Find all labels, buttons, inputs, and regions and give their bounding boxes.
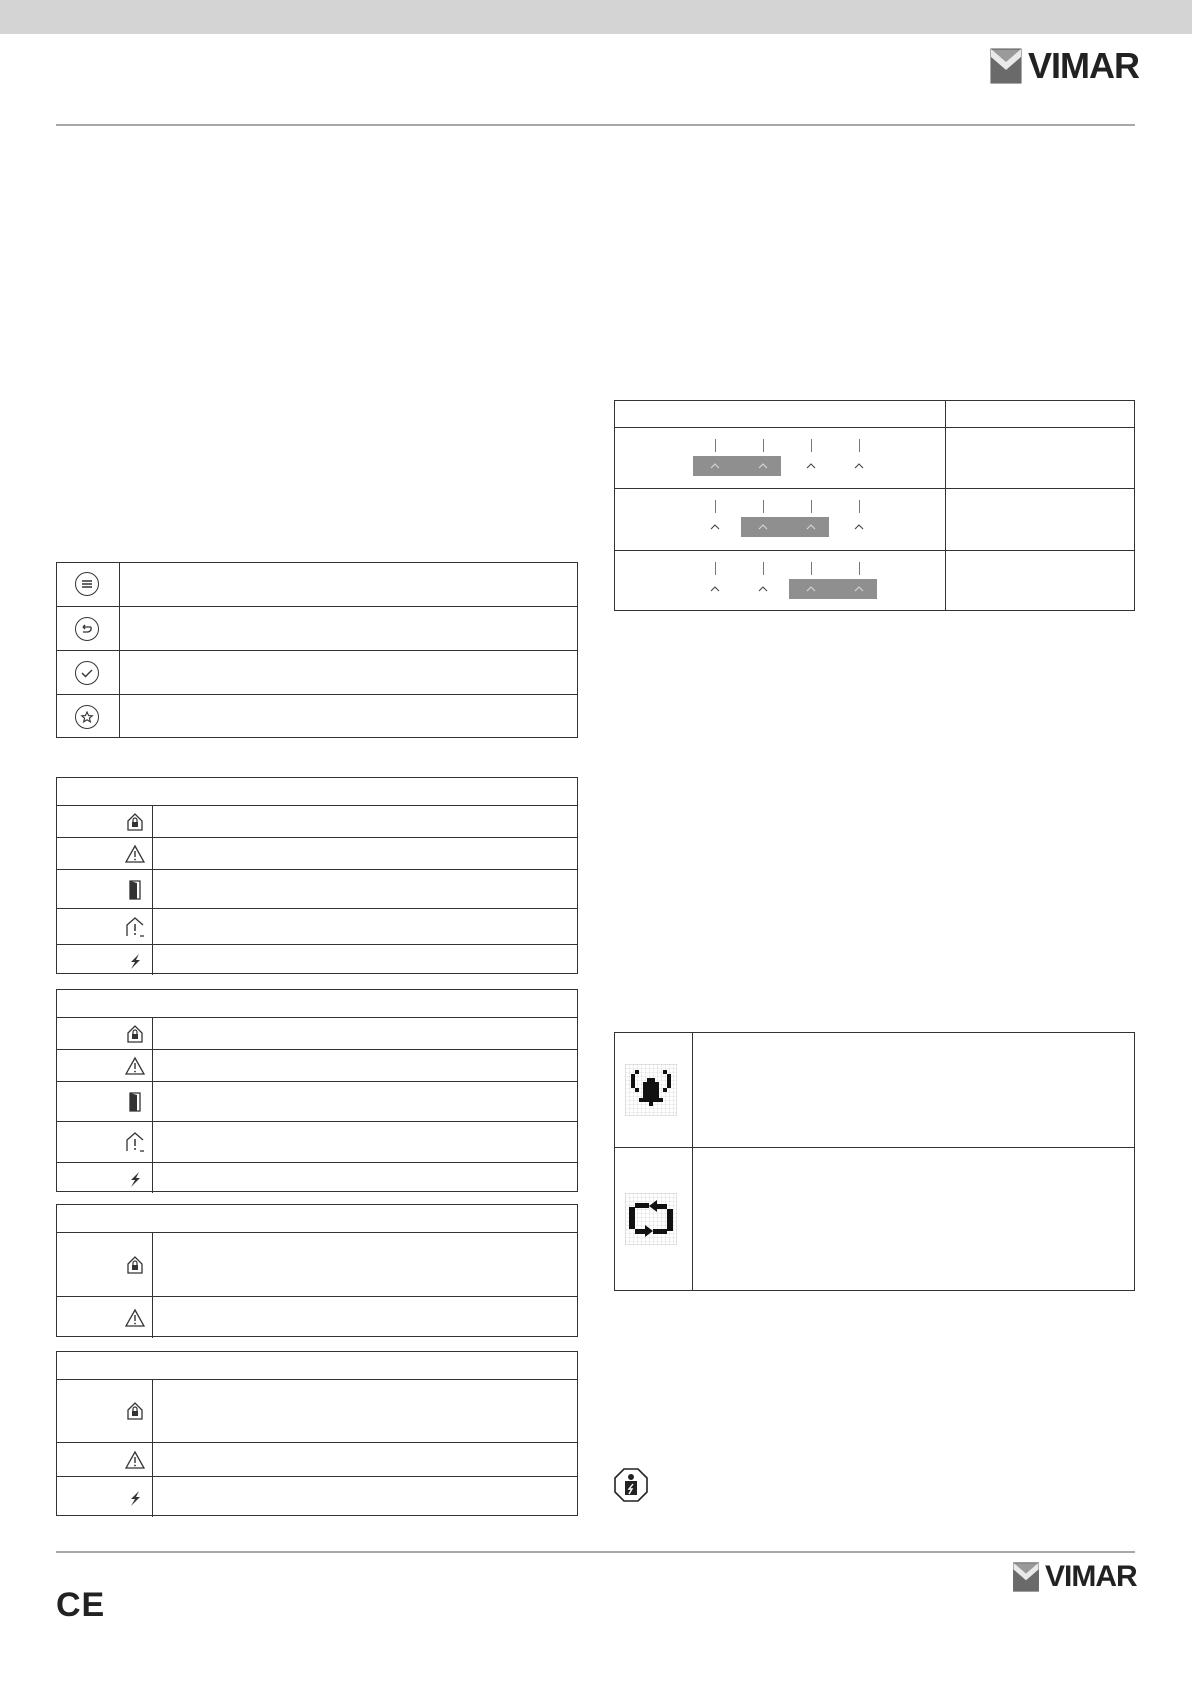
table-row — [615, 427, 1134, 488]
warning-icon — [125, 1450, 145, 1470]
status-table-3 — [56, 1204, 578, 1337]
caret-up-icon — [806, 524, 816, 530]
position-tick — [763, 439, 764, 452]
caret-up-icon — [710, 524, 720, 530]
table-row — [57, 805, 577, 837]
position-tick — [811, 439, 812, 452]
table-row — [57, 1121, 577, 1162]
position-tick — [763, 562, 764, 575]
house-alert-icon — [124, 1131, 146, 1153]
table-header-row — [57, 1352, 577, 1379]
position-tick — [859, 439, 860, 452]
house-lock-icon — [125, 1255, 145, 1275]
table-row — [615, 550, 1134, 612]
selection-table — [614, 400, 1135, 611]
refresh-arrows-pixel-icon — [625, 1193, 677, 1245]
caret-up-icon — [758, 586, 768, 592]
table-header-row — [615, 401, 1134, 427]
caret-up-icon — [758, 524, 768, 530]
status-table-1 — [56, 777, 578, 974]
caret-up-icon — [854, 524, 864, 530]
footer-brand-logo — [1012, 1560, 1137, 1594]
header-rule — [56, 124, 1135, 126]
position-tick — [715, 500, 716, 513]
position-tick — [859, 562, 860, 575]
brand-logo — [990, 45, 1139, 87]
house-lock-icon — [125, 812, 145, 832]
favourite-button-icon — [75, 705, 99, 729]
alarm-bell-pixel-icon — [625, 1064, 677, 1116]
table-header-row — [57, 1205, 577, 1232]
table-row — [57, 694, 577, 739]
keys-table — [56, 562, 578, 738]
footer-brand-name: VIMAR — [1045, 1560, 1137, 1593]
table-row — [57, 1476, 577, 1517]
back-button-icon — [75, 617, 99, 641]
table-row — [57, 1017, 577, 1049]
table-row — [615, 1147, 1134, 1292]
table-row — [57, 1379, 577, 1442]
door-icon — [126, 879, 144, 901]
table-row — [57, 563, 577, 606]
warning-icon — [125, 1308, 145, 1328]
ce-mark: CE — [56, 1586, 106, 1624]
power-icon — [125, 1169, 145, 1189]
display-icons-table — [614, 1032, 1135, 1291]
power-icon — [125, 951, 145, 971]
position-tick — [715, 562, 716, 575]
footer-rule — [56, 1551, 1135, 1553]
table-row — [57, 1081, 577, 1121]
vimar-logo-icon — [990, 48, 1022, 84]
table-row — [57, 837, 577, 869]
table-row — [57, 869, 577, 908]
caret-up-icon — [758, 463, 768, 469]
warning-icon — [125, 844, 145, 864]
position-tick — [715, 439, 716, 452]
caret-up-icon — [854, 463, 864, 469]
position-tick — [811, 562, 812, 575]
table-row — [57, 944, 577, 975]
position-tick — [859, 500, 860, 513]
house-alert-icon — [124, 916, 146, 938]
confirm-button-icon — [75, 661, 99, 685]
table-row — [57, 650, 577, 694]
door-icon — [126, 1091, 144, 1113]
status-table-2 — [56, 989, 578, 1192]
qualified-installer-icon — [614, 1468, 648, 1502]
table-row — [57, 1232, 577, 1296]
brand-name: VIMAR — [1028, 45, 1139, 86]
table-row — [57, 1162, 577, 1193]
position-tick — [811, 500, 812, 513]
warning-icon — [125, 1056, 145, 1076]
power-icon — [125, 1488, 145, 1508]
caret-up-icon — [710, 463, 720, 469]
house-lock-icon — [125, 1024, 145, 1044]
table-row — [57, 1049, 577, 1081]
table-header-row — [57, 990, 577, 1017]
table-row — [57, 908, 577, 944]
vimar-logo-icon — [1012, 1562, 1040, 1592]
status-table-4 — [56, 1351, 578, 1516]
table-row — [57, 1296, 577, 1338]
caret-up-icon — [854, 586, 864, 592]
house-lock-icon — [125, 1401, 145, 1421]
table-row — [57, 606, 577, 650]
table-row — [615, 1033, 1134, 1147]
table-row — [615, 488, 1134, 550]
caret-up-icon — [806, 463, 816, 469]
caret-up-icon — [806, 586, 816, 592]
top-bar — [0, 0, 1192, 34]
table-row — [57, 1442, 577, 1476]
table-header-row — [57, 778, 577, 805]
caret-up-icon — [710, 586, 720, 592]
menu-button-icon — [75, 572, 99, 596]
position-tick — [763, 500, 764, 513]
